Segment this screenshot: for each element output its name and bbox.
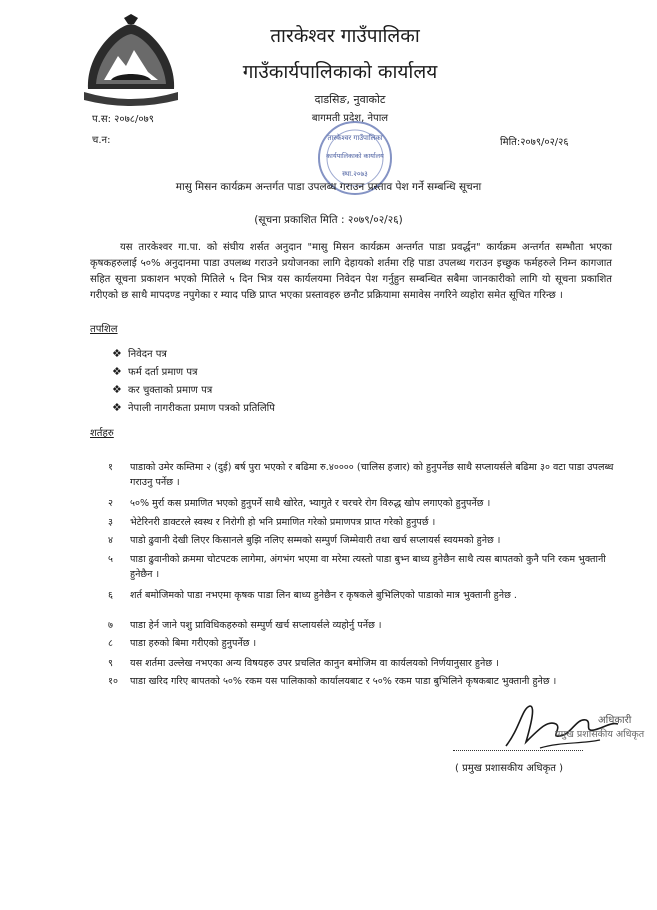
condition-number: १ bbox=[108, 462, 113, 473]
condition-item bbox=[108, 588, 618, 603]
reference-number: प.स: २०७८/०७९ bbox=[92, 114, 154, 125]
condition-number: ५ bbox=[108, 554, 113, 565]
required-documents-list bbox=[112, 345, 275, 417]
condition-text: पाडो ढुवानी देखी लिएर किसानले बुझि नलिए सम्मको सम्पुर्ण जिम्मेवारी तथा खर्च सप्लायर्स स्वयमको हुनेछ । bbox=[130, 535, 501, 546]
diamond-bullet-icon: ❖ bbox=[112, 401, 122, 414]
address-line-2: बागमती प्रदेश, नेपाल bbox=[311, 113, 389, 124]
details-heading: तपशिल bbox=[90, 324, 118, 335]
condition-number: ७ bbox=[108, 620, 113, 631]
list-item bbox=[112, 363, 275, 381]
notice-subject: मासु मिसन कार्यक्रम अन्तर्गत पाडा उपलब्ध गराउन प्रस्ताव पेश गर्ने सम्बन्धि सूचना bbox=[175, 181, 482, 193]
notice-body-paragraph: यस तारकेश्वर गा.पा. को संघीय शर्सत अनुदान "मासु मिसन कार्यक्रम अन्तर्गत पाडा प्रवर्द्धन" कार्यक्रम अन्तर्गत सम्भौता भएका कृषकहरुलाई ५०% अनुदानमा पाडा उपलब्ध गराउने प्रयोजनका लागि देहायको शर्तमा रहि पाडा उपलब्ध गराउन इच्छुक फर्महरुले निम्न कागजात सहित सूचना प्रकाशन भएको मितिले ५ दिन भित्र यस कार्यलयमा निवेदन पेश गर्नुहुन सम्बन्धित सबैमा जानकारीको लागि यो सूचना प्रकाशित गरीएको छ साथै मापदण्ड नपुगेका र म्याद पछि प्राप्त भएका प्रस्तावहरु छनौट प्रक्रियामा समावेस नगरिने व्यहोरा समेत सूचित गरिन्छ । bbox=[90, 242, 612, 301]
condition-text: शर्त बमोजिमको पाडा नभएमा कृषक पाडा लिन बाध्य हुनेछैन र कृषकले बुभिलिएको पाडाको मात्र भुक्तानी हुनेछ . bbox=[130, 590, 517, 601]
diamond-bullet-icon: ❖ bbox=[112, 383, 122, 396]
condition-text: पाडा ढुवानीको क्रममा चोटपटक लागेमा, अंगभंग भएमा वा मरेमा त्यस्तो पाडा बुभ्न बाध्य हुनेछैन साथै त्यस बापतको कुनै पनि रकम भुक्तानी हुनेछैन । bbox=[130, 554, 606, 580]
condition-number: ३ bbox=[108, 517, 113, 528]
document-label: नेपाली नागरीकता प्रमाण पत्रको प्रतिलिपि bbox=[128, 403, 275, 414]
condition-text: पाडा खरिद गरिए बापतको ५०% रकम यस पालिकाको कार्यालयबाट र ५०% रकम पाडा बुभिलिने कृषकबाट भुक्तानी हुनेछ । bbox=[130, 676, 557, 687]
condition-item bbox=[108, 460, 618, 490]
condition-number: ९ bbox=[108, 658, 113, 669]
signature-stamp-designation: प्रमुख प्रशासकीय अधिकृत bbox=[555, 729, 645, 740]
stamp-line-1: तारकेश्वर गाउँपालिका bbox=[327, 134, 383, 142]
address-line-1: दाडसिङ, नुवाकोट bbox=[314, 93, 386, 106]
document-label: निवेदन पत्र bbox=[128, 349, 167, 360]
condition-item bbox=[108, 496, 618, 511]
stamp-line-3: स्था.२०७३ bbox=[342, 170, 368, 178]
office-name: गाउँकार्यपालिकाको कार्यालय bbox=[242, 61, 438, 83]
nepal-emblem-logo bbox=[76, 14, 186, 109]
condition-text: यस शर्तमा उल्लेख नभएका अन्य विषयहरु उपर प्रचलित कानुन बमोजिम वा कार्यलयको निर्णयानुसार हुनेछ । bbox=[130, 658, 499, 669]
document-label: फर्म दर्ता प्रमाण पत्र bbox=[128, 367, 198, 378]
condition-item bbox=[108, 533, 618, 548]
condition-item bbox=[108, 515, 618, 530]
letter-date: मिति:२०७९/०२/२६ bbox=[500, 137, 569, 148]
published-date: (सूचना प्रकाशित मिति : २०७९/०२/२६) bbox=[254, 214, 403, 226]
condition-item bbox=[108, 674, 618, 689]
signatory-designation: ( प्रमुख प्रशासकीय अधिकृत ) bbox=[455, 763, 564, 774]
condition-item bbox=[108, 618, 618, 633]
condition-text: ५०% मुर्रा कस प्रमाणित भएको हुनुपर्ने साथै खोरेत, भ्यागुते र चरचरे रोग विरुद्ध खोप लगाएको हुनुपर्नेछ । bbox=[130, 498, 491, 509]
diamond-bullet-icon: ❖ bbox=[112, 347, 122, 360]
condition-item bbox=[108, 656, 618, 671]
condition-text: पाडा हेर्न जाने पशु प्राविधिकहरुको सम्पुर्ण खर्च सप्लायर्सले व्यहोर्नु पर्नेछ । bbox=[130, 620, 382, 631]
condition-number: ४ bbox=[108, 535, 113, 546]
condition-number: १० bbox=[108, 676, 118, 687]
list-item bbox=[112, 345, 275, 363]
diamond-bullet-icon: ❖ bbox=[112, 365, 122, 378]
condition-item bbox=[108, 552, 618, 582]
condition-text: पाडा हरुको बिमा गरीएको हुनुपर्नेछ । bbox=[130, 638, 257, 649]
signature-line bbox=[453, 750, 583, 751]
list-item bbox=[112, 399, 275, 417]
list-item bbox=[112, 381, 275, 399]
condition-number: ८ bbox=[108, 638, 113, 649]
condition-number: २ bbox=[108, 498, 113, 509]
condition-item bbox=[108, 636, 618, 651]
condition-text: भेटेरिनरी डाक्टरले स्वस्थ र निरोगी हो भनि प्रमाणित गरेको प्रमाणपत्र प्राप्त गरेको हुनुपर्छ । bbox=[130, 517, 436, 528]
condition-number: ६ bbox=[108, 590, 113, 601]
org-name: तारकेश्वर गाउँपालिका bbox=[270, 25, 420, 47]
condition-text: पाडाको उमेर कम्तिमा २ (दुई) बर्ष पुरा भएको र बढिमा रु.४०००० (चालिस हजार) को हुनुपर्नेछ साथै सप्लायर्सले बढिमा ३० वटा पाडा उपलब्ध गराउनु पर्नेछ । bbox=[130, 462, 614, 488]
dispatch-number: च.न: bbox=[92, 135, 111, 146]
conditions-heading: शर्तहरु bbox=[90, 428, 114, 439]
stamp-line-2: कार्यपालिकाको कार्यालय bbox=[326, 152, 384, 160]
document-label: कर चुक्ताको प्रमाण पत्र bbox=[128, 385, 213, 396]
signature-stamp-title: अधिकारी bbox=[598, 715, 632, 726]
